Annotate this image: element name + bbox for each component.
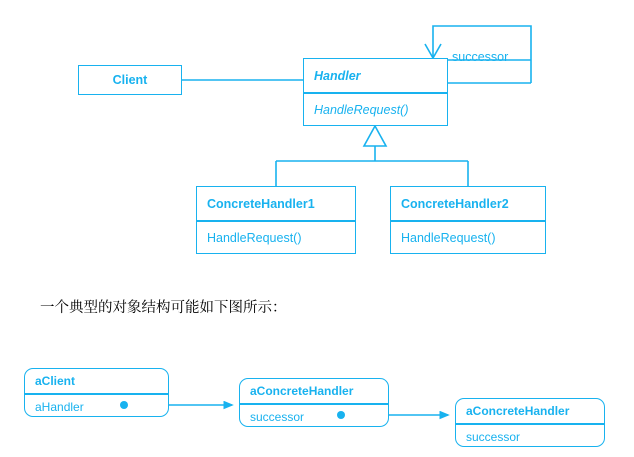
concrete-handler-1-operation: HandleRequest() [207,231,302,246]
a-concrete-handler-2-attribute: successor [466,429,521,444]
object-box-a-client[interactable] [24,368,169,417]
handler-operation: HandleRequest() [314,103,409,118]
a-concrete-handler-2-name: aConcreteHandler [466,404,570,418]
object-box-a-concrete-handler-2[interactable] [455,398,605,447]
client-class-name: Client [112,73,148,87]
a-concrete-handler-1-link-dot [337,411,345,419]
generalization-lines [276,126,468,186]
a-client-link-dot [120,401,128,409]
concrete-handler-2-operation: HandleRequest() [401,231,496,246]
object-box-a-concrete-handler-1[interactable] [239,378,389,427]
a-client-attribute: aHandler [35,399,84,414]
successor-role-label: successor [452,50,509,64]
class-box-handler[interactable] [303,58,448,126]
a-concrete-handler-1-name: aConcreteHandler [250,384,354,398]
class-box-client[interactable] [78,65,182,95]
a-concrete-handler-1-attribute: successor [250,409,305,424]
class-box-concrete-handler-1[interactable] [196,186,356,254]
handler-class-name: Handler [314,68,361,83]
a-client-name: aClient [35,374,76,388]
class-box-concrete-handler-2[interactable] [390,186,546,254]
concrete-handler-1-class-name: ConcreteHandler1 [207,196,315,211]
diagram-caption: 一个典型的对象结构可能如下图所示： [40,300,287,316]
concrete-handler-2-class-name: ConcreteHandler2 [401,196,509,211]
